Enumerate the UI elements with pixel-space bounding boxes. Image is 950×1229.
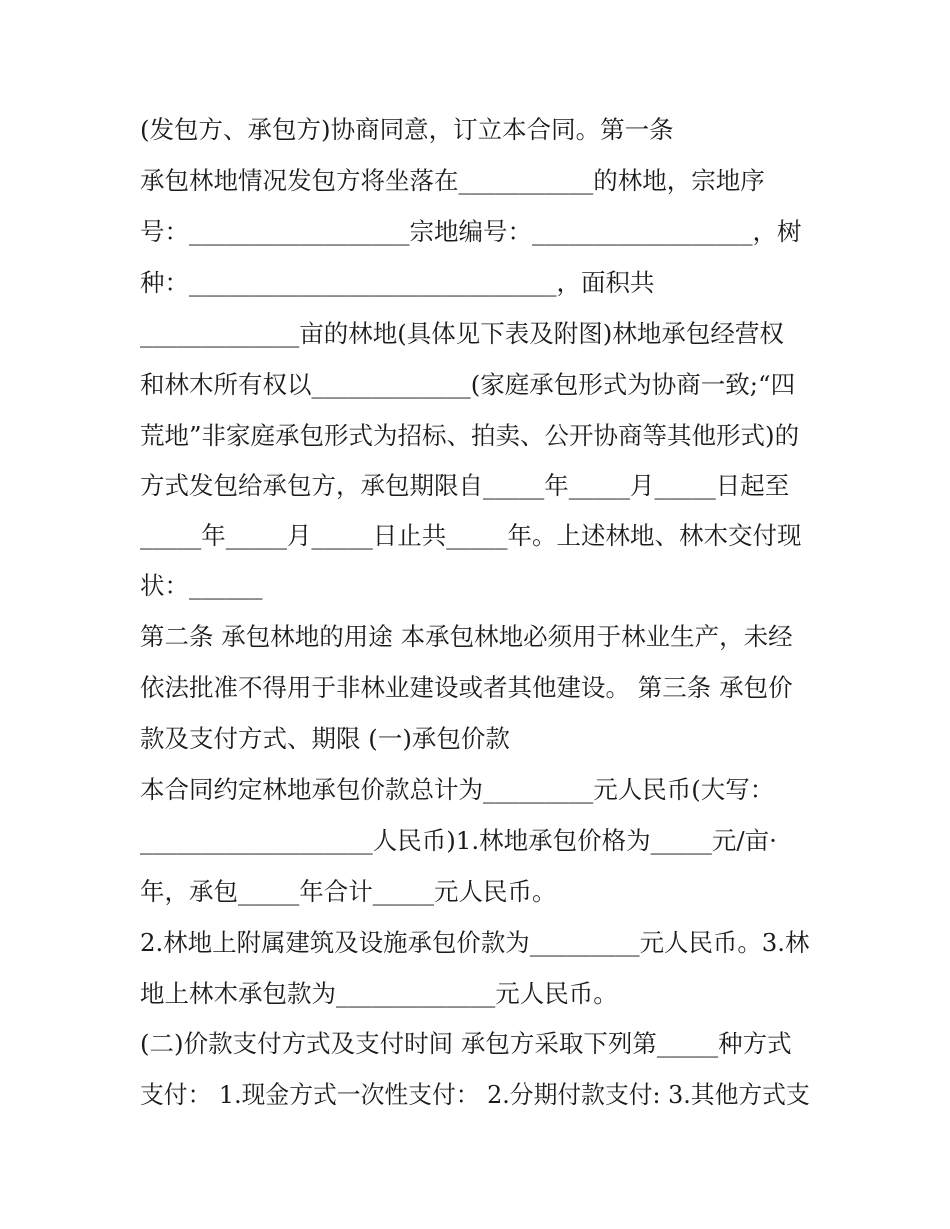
text-line: 2.林地上附属建筑及设施承包价款为_________元人民币。3.林 — [140, 928, 810, 957]
text-line: (发包方、承包方)协商同意，订立本合同。第一条 — [140, 115, 674, 144]
text-line: 第二条 承包林地的用途 本承包林地必须用于林业生产，未经 — [140, 622, 793, 651]
text-line: _____年_____月_____日止共_____年。上述林地、林木交付现 — [140, 521, 802, 550]
text-line: 依法批准不得用于非林业建设或者其他建设。 第三条 承包价 — [140, 673, 793, 702]
text-line: 和林木所有权以_____________(家庭承包形式为协商一致;“四 — [140, 370, 796, 399]
text-line: 方式发包给承包方，承包期限自_____年_____月_____日起至 — [140, 471, 790, 500]
text-line: 地上林木承包款为_____________元人民币。 — [140, 979, 618, 1008]
text-line: 荒地”非家庭承包形式为招标、拍卖、公开协商等其他形式)的 — [140, 421, 800, 450]
text-line: (二)价款支付方式及支付时间 承包方采取下列第_____种方式 — [140, 1029, 792, 1058]
text-line: 支付： 1.现金方式一次性支付： 2.分期付款支付: 3.其他方式支 — [140, 1080, 810, 1109]
text-line: 状：______ — [140, 571, 263, 600]
text-line: 种：______________________________，面积共 — [140, 268, 655, 297]
text-line: ___________________人民币)1.林地承包价格为_____元/亩· — [140, 826, 777, 855]
text-line: 年，承包_____年合计_____元人民币。 — [140, 877, 557, 906]
text-line: 本合同约定林地承包价款总计为_________元人民币(大写： — [140, 775, 775, 804]
text-line: _____________亩的林地(具体见下表及附图)林地承包经营权 — [140, 319, 784, 348]
text-line: 款及支付方式、期限 (一)承包价款 — [140, 724, 510, 753]
text-line: 号：__________________宗地编号：__________________，树 — [140, 217, 802, 246]
text-line: 承包林地情况发包方将坐落在___________的林地，宗地序 — [140, 166, 765, 195]
